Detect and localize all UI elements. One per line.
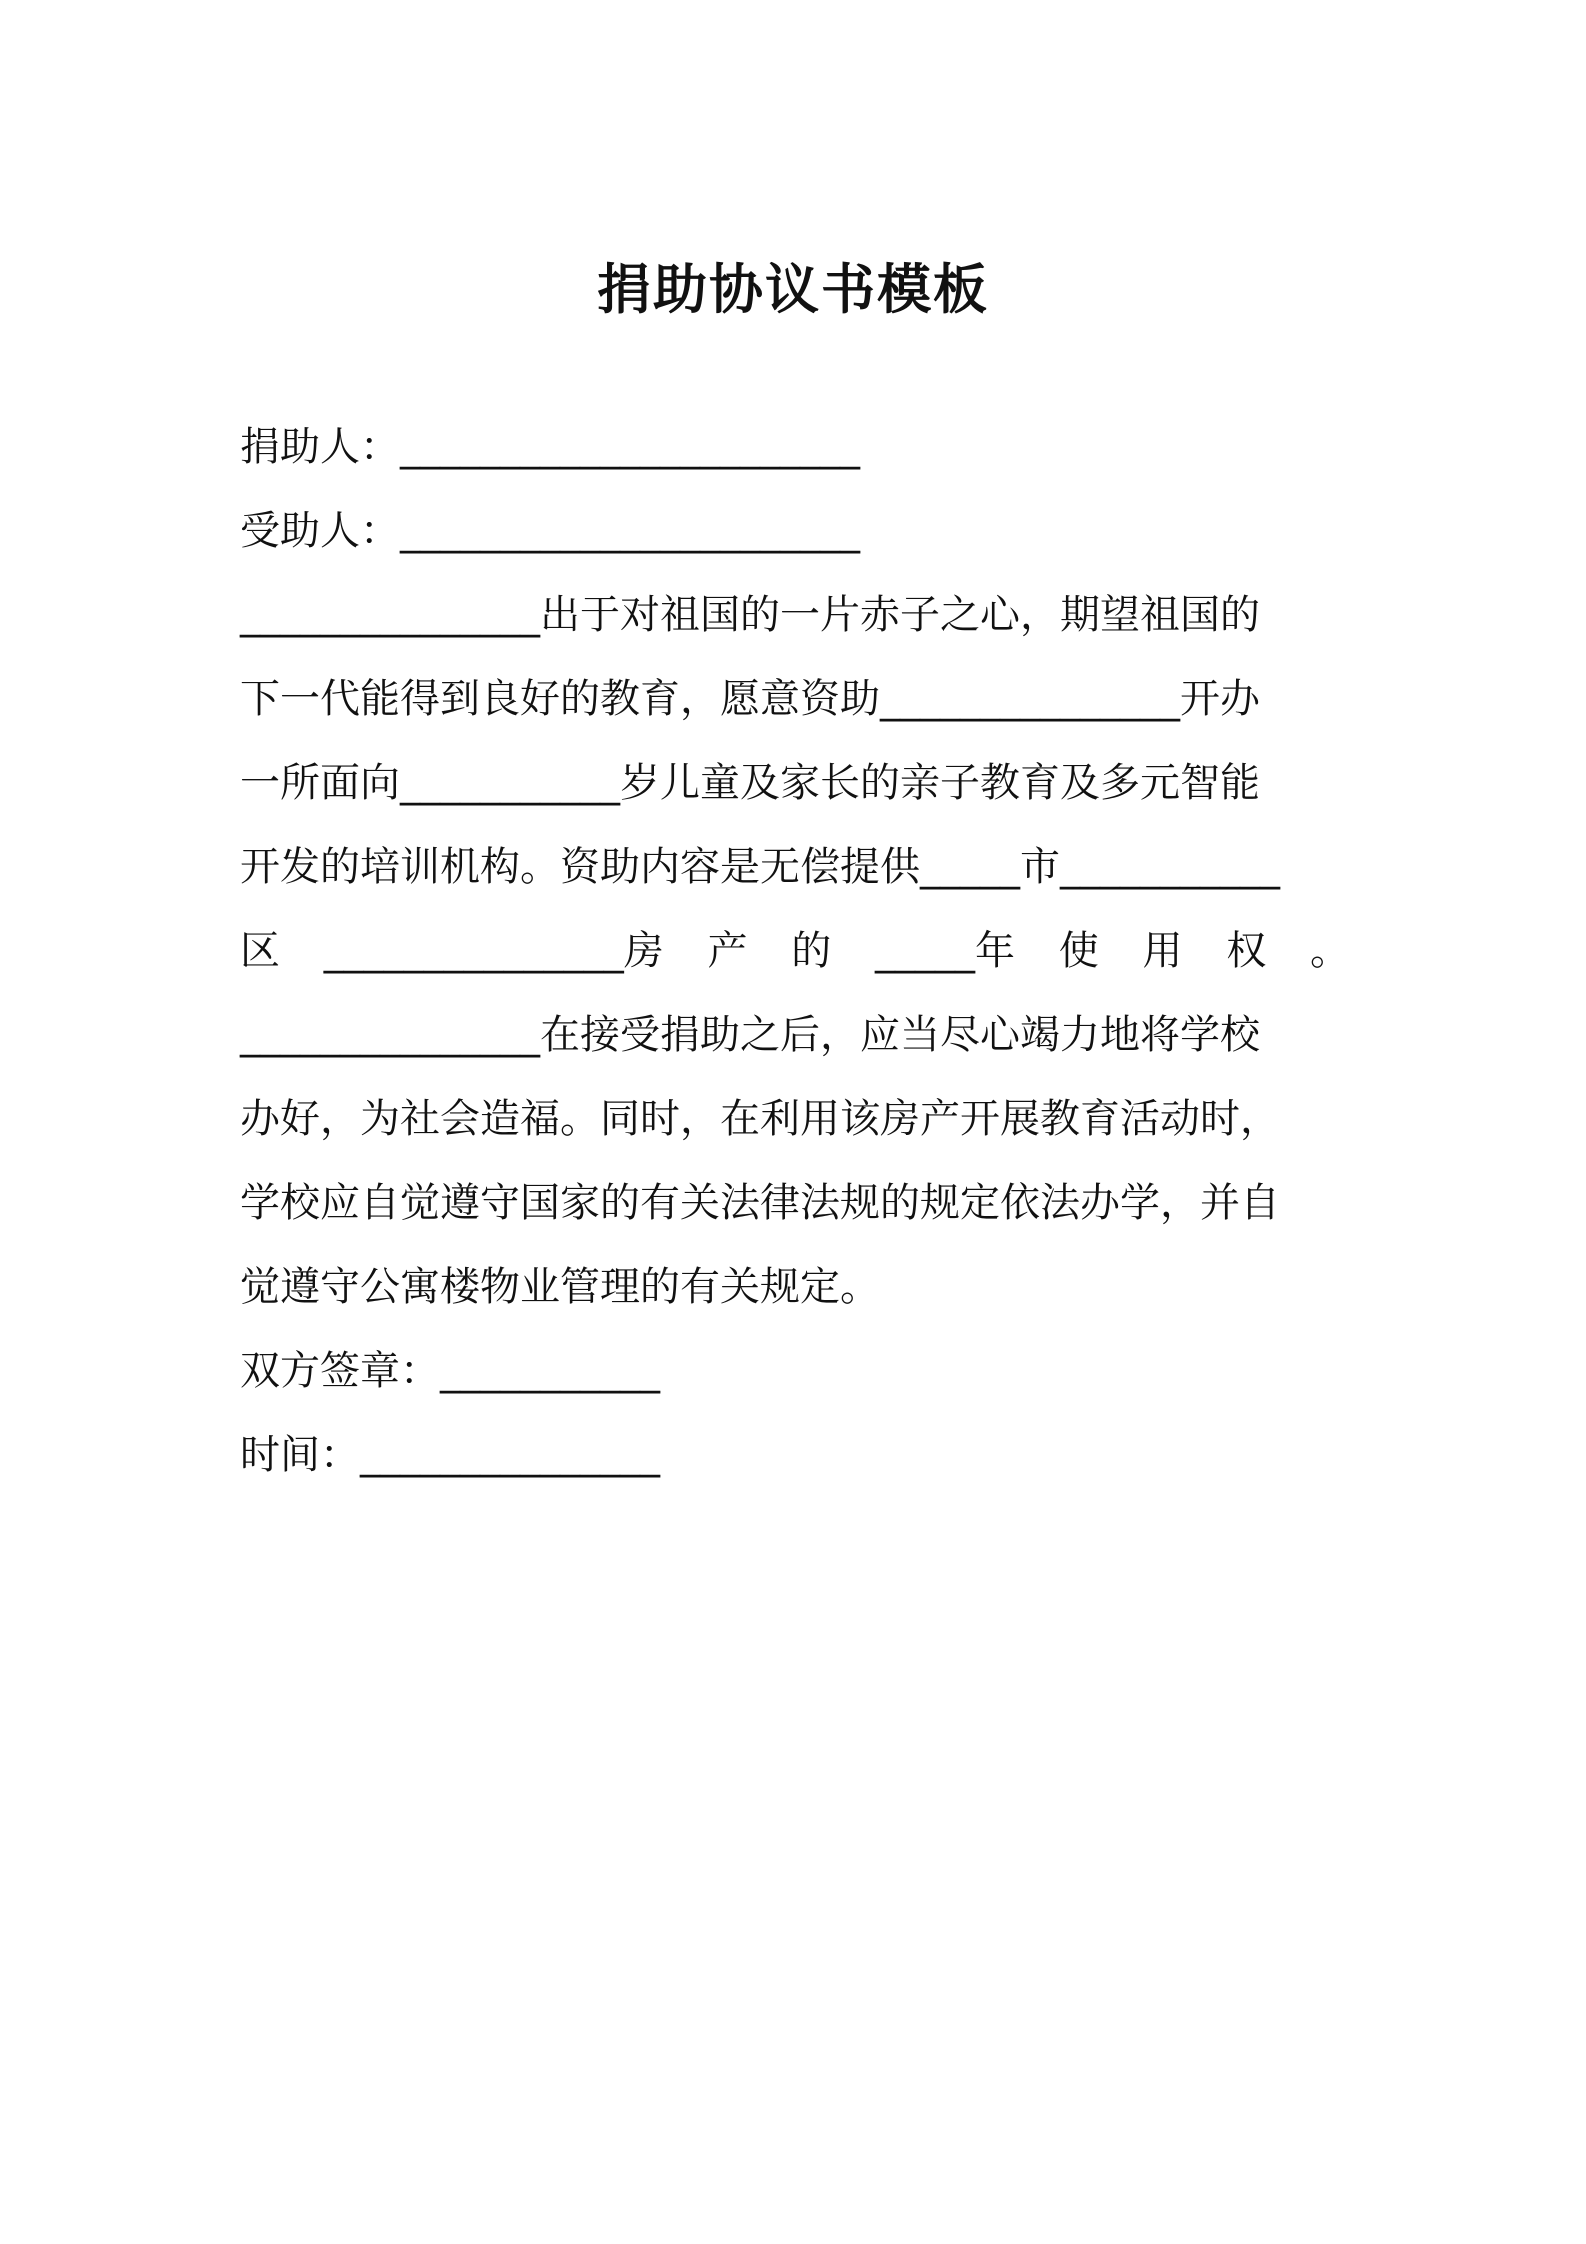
spaced-segment: _____年: [875, 928, 1015, 974]
body-line: _______________在接受捐助之后，应当尽心竭力地将学校: [240, 1012, 1260, 1058]
spaced-segment: 。: [1310, 928, 1350, 974]
document-body: [240, 405, 1350, 1497]
body-line: 办好，为社会造福。同时，在利用该房产开展教育活动时，: [240, 1096, 1280, 1142]
spaced-segment: 产: [707, 928, 748, 974]
spaced-segment: 的: [791, 928, 832, 974]
signature-line: 双方签章：___________: [240, 1348, 660, 1394]
body-line: 觉遵守公寓楼物业管理的有关规定。: [240, 1264, 880, 1310]
body-line: 开发的培训机构。资助内容是无偿提供_____市___________: [240, 844, 1280, 890]
spaced-segment: 使: [1058, 928, 1099, 974]
body-line: 下一代能得到良好的教育，愿意资助_______________开办: [240, 676, 1260, 722]
donor-line: 捐助人：_______________________: [240, 424, 860, 470]
recipient-line: 受助人：_______________________: [240, 508, 860, 554]
body-line-spaced: [240, 909, 1350, 993]
spaced-segment: 区: [240, 928, 280, 974]
body-line: 一所面向___________岁儿童及家长的亲子教育及多元智能: [240, 760, 1260, 806]
body-line: _______________出于对祖国的一片赤子之心，期望祖国的: [240, 592, 1260, 638]
spaced-segment: 权: [1226, 928, 1267, 974]
date-line: 时间：_______________: [240, 1432, 660, 1478]
spaced-segment: 用: [1142, 928, 1183, 974]
document-title: 捐助协议书模板: [597, 258, 989, 321]
body-line: 学校应自觉遵守国家的有关法律法规的规定依法办学，并自: [240, 1180, 1280, 1226]
spaced-segment: _______________房: [323, 928, 664, 974]
